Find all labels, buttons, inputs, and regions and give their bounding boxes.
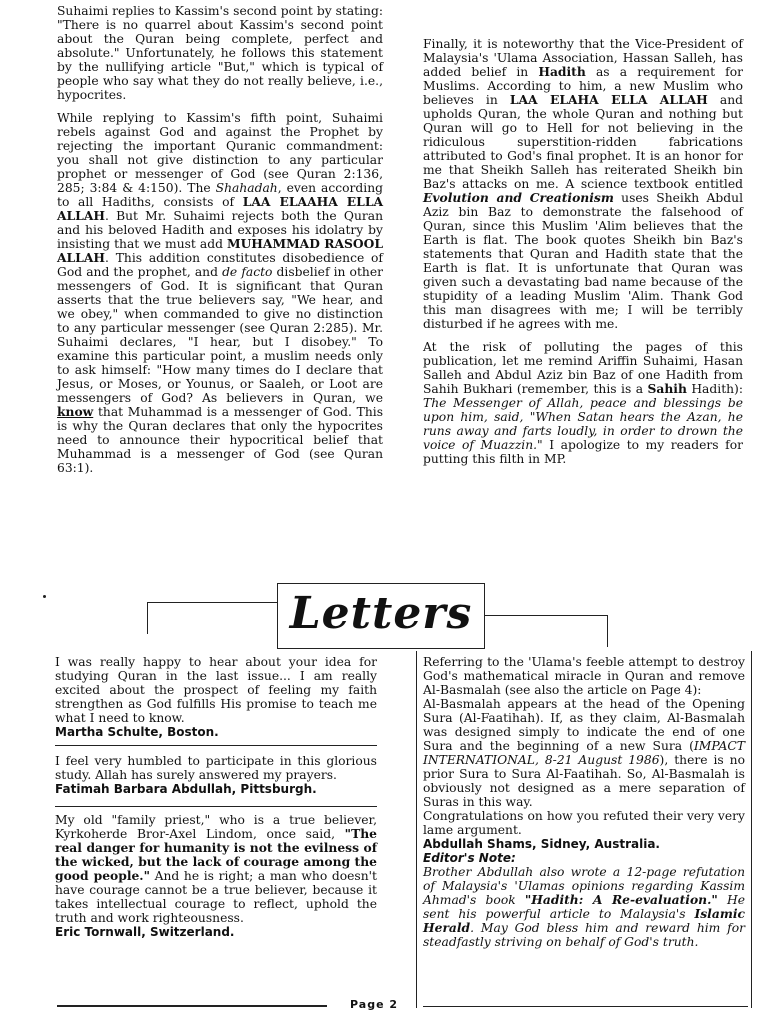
letter-text: Referring to the 'Ulama's feeble attempt to destroy God's mathematical miracle in Quran and remove Al-Basmalah (see also the article on Page 4): xyxy=(423,655,745,697)
paragraph: While replying to Kassim's fifth point, Suhaimi rebels against God and against the Prophet by rejecting the important Quranic commandment: you shall not give distinction to any particular prophet or messenger of God (see Quran 2:136, 285; 3:84 & 4:150). The Shahadah, even according to all Hadiths, consists of LAA ELAAHA ELLA ALLAH. But Mr. Suhaimi rejects both the Quran and his beloved Hadith and exposes his idolatry by insisting that we must add MUHAMMAD RASOOL ALLAH. This addition constitutes disobedience of God and the prophet, and de facto disbelief in other messengers of God. It is significant that Quran asserts that the true believers say, "We hear, and we obey," when commanded to give no distinction to any particular messenger (see Quran 2:285). Mr. Suhaimi declares, "I hear, but I disobey." To examine this particular point, a muslim needs only to ask himself: "How many times do I declare that Jesus, or Moses, or Younus, or Saaleh, or Loot are messengers of God? As believers in Quran, we know that Muhammad is a messenger of God. This is why the Quran declares that only the hypocrites need to announce their hypocritical belief that Muhammad is a messenger of God (see Quran 63:1). xyxy=(57,111,384,475)
letter-text: Congratulations on how you refuted their very very lame argument. xyxy=(423,809,745,837)
letter xyxy=(55,655,377,739)
article-column-left xyxy=(57,4,383,484)
paragraph: Suhaimi replies to Kassim's second point by stating: "There is no quarrel about Kassim's second point about the Quran being complete, perfect and absolute." Unfortunately, he follows this statement by the nullifying article "But," which is typical of people who say what they do not really believe, i.e., hypocrites. xyxy=(57,4,383,102)
divider xyxy=(55,745,377,746)
letter-signature: Abdullah Shams, Sidney, Australia. xyxy=(423,837,660,851)
letter-text: Al-Basmalah appears at the head of the Opening Sura (Al-Faatihah). If, as they claim, Al-Basmalah was designed simply to indicate the end of one Sura and the beginning of a new Sura (IMPACT INTERNATIONAL, 8-21 August 1986), there is no prior Sura to Sura Al-Faatihah. So, Al-Basmalah is obviously not designed as a mere separation of Suras in this way. xyxy=(423,697,746,809)
letter-text: I was really happy to hear about your idea for studying Quran in the last issue... I am really excited about the prospect of feeling my faith strengthen as God fulfills His promise to teach me what I need to know. xyxy=(55,655,377,725)
article-column-right xyxy=(423,37,743,475)
paragraph: Finally, it is noteworthy that the Vice-President of Malaysia's 'Ulama Association, Hassan Salleh, has added belief in Hadith as a requirement for Muslims. According to him, a new Muslim who believes in LAA ELAHA ELLA ALLAH and upholds Quran, the whole Quran and nothing but Quran will go to Hell for not believing in the ridiculous superstition-ridden fabrications attributed to God's final prophet. It is an honor for me that Sheikh Salleh has reiterated Sheikh bin Baz's attacks on me. A science textbook entitled Evolution and Creationism uses Sheikh Abdul Aziz bin Baz to demonstrate the falsehood of Quran, since this Muslim 'Alim believes that the Earth is flat. The book quotes Sheikh bin Baz's statements that Quran and Hadith state that the Earth is flat. It is unfortunate that Quran was given such a devastating bad name because of the stupidity of a leading Muslim 'Alim. Thank God this man disagrees with me; I will be terribly disturbed if he agrees with me. xyxy=(423,37,743,331)
banner-bracket-left-tick xyxy=(147,602,148,634)
letters-banner xyxy=(277,583,485,649)
banner-bracket-left xyxy=(147,602,277,603)
speck xyxy=(43,595,46,598)
page-number: Page 2 xyxy=(350,998,399,1011)
letter-text: I feel very humbled to participate in this glorious study. Allah has surely answered my prayers. xyxy=(55,754,377,782)
letter-signature: Fatimah Barbara Abdullah, Pittsburgh. xyxy=(55,782,317,796)
banner-bracket-right xyxy=(483,615,608,616)
footer-rule xyxy=(57,1005,327,1007)
footer-rule-right xyxy=(423,1006,748,1007)
divider xyxy=(55,806,377,807)
letters-column-right xyxy=(423,655,745,949)
banner-bracket-right-tick xyxy=(607,615,608,647)
editor-note: Editor's Note: Brother Abdullah also wrote a 12-page refutation of Malaysia's 'Ulamas opinions regarding Kassim Ahmad's book "Hadith: A Re-evaluation." He sent his powerful article to Malaysia's Islamic Herald. May God bless him and reward him for steadfastly striving on behalf of God's truth. xyxy=(423,851,745,949)
letter xyxy=(55,754,377,796)
letter xyxy=(55,813,377,939)
editor-note-label: Editor's Note: xyxy=(423,851,516,865)
section-title: Letters xyxy=(289,588,473,639)
paragraph: At the risk of polluting the pages of this publication, let me remind Ariffin Suhaimi, Hasan Salleh and Abdul Aziz bin Baz of one Hadith from Sahih Bukhari (remember, this is a Sahih Hadith): The Messenger of Allah, peace and blessings be upon him, said, "When Satan hears the Azan, he runs away and farts loudly, in order to drown the voice of Muazzin." I apologize to my readers for putting this filth in MP. xyxy=(423,340,743,466)
letter-text: My old "family priest," who is a true believer, Kyrkoherde Bror-Axel Lindom, once said, "The real danger for humanity is not the evilness of the wicked, but the lack of courage among the good people." And he is right; a man who doesn't have courage cannot be a true believer, because it takes intellectual courage to reflect, uphold the truth and work righteousness. xyxy=(55,813,377,925)
letter-signature: Martha Schulte, Boston. xyxy=(55,725,219,739)
letters-column-left xyxy=(55,655,377,945)
letter-signature: Eric Tornwall, Switzerland. xyxy=(55,925,235,939)
